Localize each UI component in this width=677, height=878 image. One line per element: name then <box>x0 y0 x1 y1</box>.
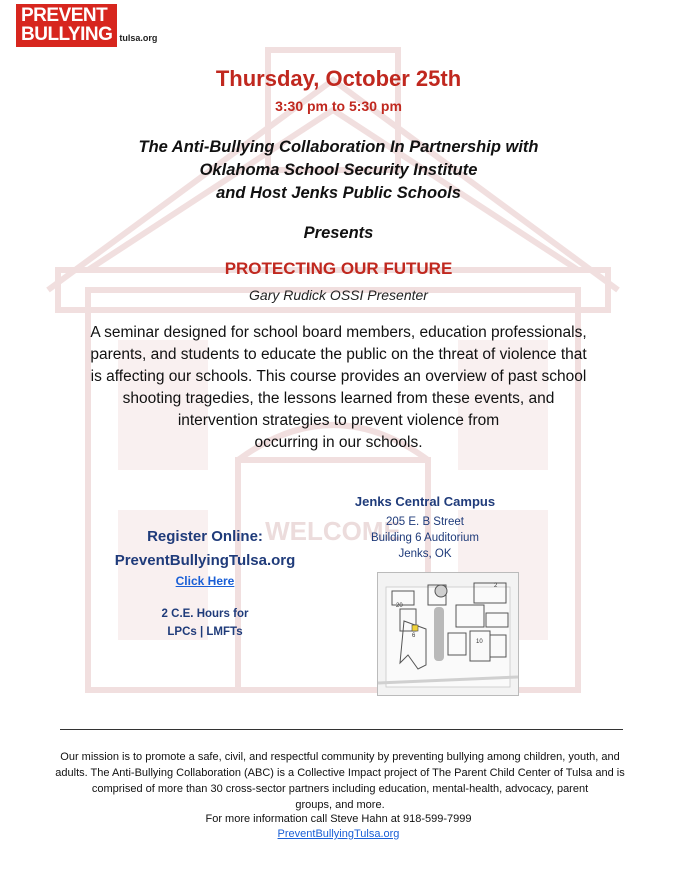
footer-divider <box>60 729 623 730</box>
mission-line: adults. The Anti-Bullying Collaboration (ABC) is a Collective Impact project of The Parent Child Center of Tulsa and is <box>55 767 625 779</box>
description-line: is affecting our schools. This course provides an overview of past school <box>90 368 587 385</box>
map-label: 6 <box>412 633 416 639</box>
city-line: Jenks, OK <box>398 548 452 560</box>
partner-line: and Host Jenks Public Schools <box>216 184 461 202</box>
campus-map <box>377 572 519 696</box>
location-address <box>340 514 510 562</box>
map-label: 10 <box>476 639 483 645</box>
address-line: 205 E. B Street <box>386 516 464 528</box>
description-line: occurring in our schools. <box>254 434 423 451</box>
description-line: A seminar designed for school board members, education professionals, <box>90 324 587 341</box>
event-date: Thursday, October 25th <box>215 66 462 91</box>
register-url: PreventBullyingTulsa.org <box>114 552 296 569</box>
description-line: intervention strategies to prevent violence from <box>177 412 500 429</box>
prevent-bullying-logo <box>16 4 157 47</box>
logo-line-2: BULLYING <box>21 24 113 45</box>
presents-label: Presents <box>303 224 374 242</box>
ce-hours-line: LPCs | LMFTs <box>167 626 243 638</box>
website-link[interactable]: PreventBullyingTulsa.org <box>277 828 400 840</box>
partner-line: The Anti-Bullying Collaboration In Partnership with <box>138 138 539 156</box>
event-description <box>0 322 677 454</box>
welcome-watermark-text: WELCOME <box>265 516 401 546</box>
auditorium-marker <box>412 625 418 631</box>
mission-line: Our mission is to promote a safe, civil, and respectful community by preventing bullying among children, youth, and <box>60 751 620 763</box>
building-line: Building 6 Auditorium <box>370 532 480 544</box>
description-line: parents, and students to educate the public on the threat of violence that <box>90 346 587 363</box>
location-title: Jenks Central Campus <box>354 494 496 509</box>
description-line: shooting tragedies, the lessons learned from these events, and <box>122 390 555 407</box>
logo-line-1: PREVENT <box>21 5 108 26</box>
map-label: 2 <box>494 583 498 589</box>
mission-statement <box>48 749 632 813</box>
mission-line: groups, and more. <box>295 799 385 811</box>
contact-info: For more information call Steve Hahn at 918-599-7999 <box>205 813 472 825</box>
map-label: 20 <box>396 603 403 609</box>
partner-line: Oklahoma School Security Institute <box>199 161 478 179</box>
click-here-link[interactable]: Click Here <box>175 574 235 588</box>
event-time: 3:30 pm to 5:30 pm <box>275 98 402 114</box>
register-title: Register Online: <box>147 528 263 545</box>
logo-suffix: tulsa.org <box>119 33 158 43</box>
ce-hours-line: 2 C.E. Hours for <box>161 608 249 620</box>
ce-hours <box>100 605 310 641</box>
mission-line: comprised of more than 30 cross-sector partners including education, mental-health, advocacy, parent <box>91 783 589 795</box>
presenter-name: Gary Rudick OSSI Presenter <box>249 287 428 303</box>
partner-block <box>0 136 677 205</box>
event-title: PROTECTING OUR FUTURE <box>224 259 453 278</box>
